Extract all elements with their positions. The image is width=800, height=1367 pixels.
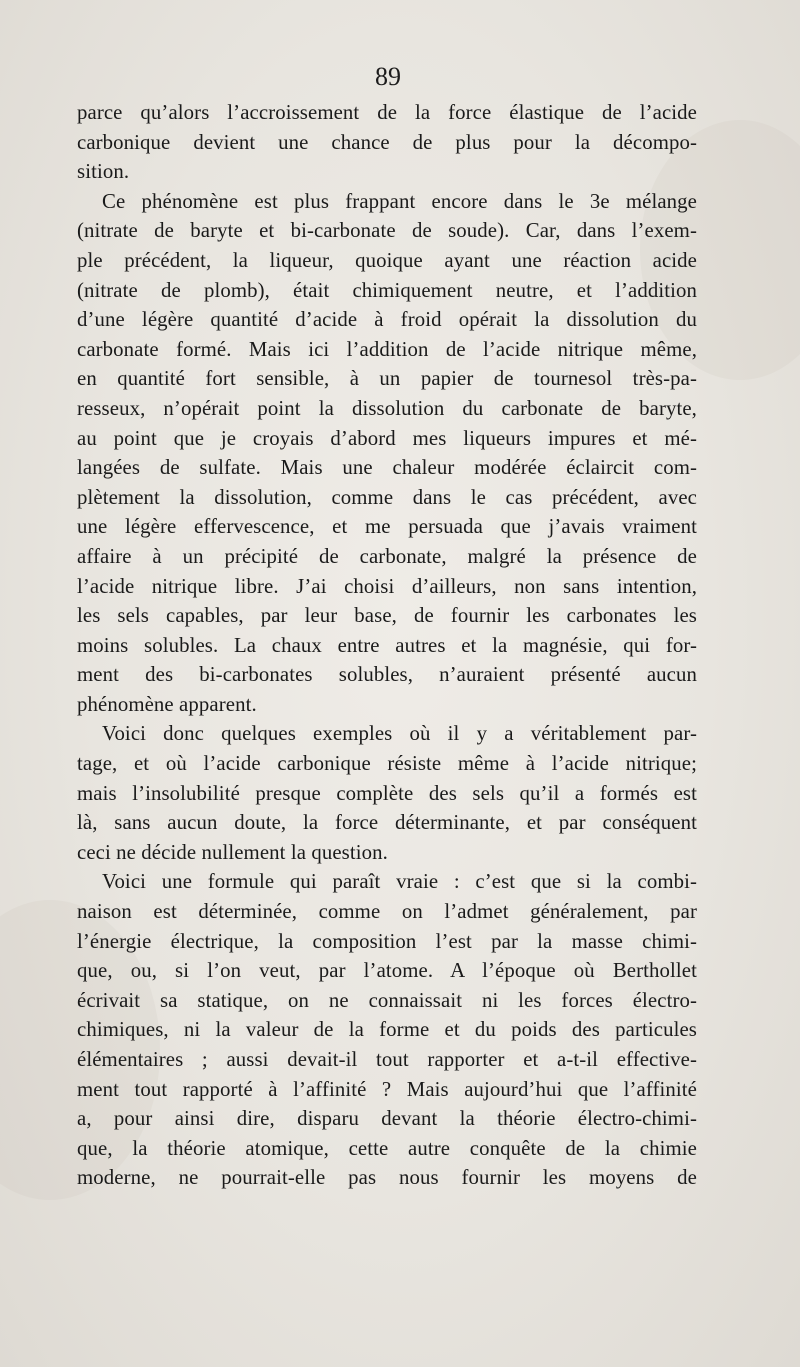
text-line: ment des bi-carbonates solubles, n’auraient présenté aucun [77,663,697,687]
text-line: (nitrate de plomb), était chimiquement neutre, et l’addition [77,278,697,302]
text-line: langées de sulfate. Mais une chaleur modérée éclaircit com- [77,456,697,480]
text-line: là, sans aucun doute, la force déterminante, et par conséquent [77,811,697,835]
text-line: que, ou, si l’on veut, par l’atome. A l’époque où Berthollet [77,959,697,983]
text-line: sition. [77,160,130,184]
text-line: ment tout rapporté à l’affinité ? Mais aujourd’hui que l’affinité [77,1077,697,1101]
text-line: Voici donc quelques exemples où il y a véritablement par- [102,722,697,746]
text-line: naison est déterminée, comme on l’admet généralement, par [77,900,697,924]
text-line: d’une légère quantité d’acide à froid opérait la dissolution du [77,308,697,332]
text-line: moins solubles. La chaux entre autres et la magnésie, qui for- [77,633,697,657]
text-line: a, pour ainsi dire, disparu devant la théorie électro-chimi- [77,1107,697,1131]
text-line: élémentaires ; aussi devait-il tout rapporter et a-t-il effective- [77,1048,697,1071]
body-text [77,98,697,1193]
text-line: parce qu’alors l’accroissement de la force élastique de l’acide [77,101,697,124]
text-line: Voici une formule qui paraît vraie : c’est que si la combi- [102,870,697,894]
text-line: ceci ne décide nullement la question. [77,840,388,864]
text-line: carbonique devient une chance de plus pour la décompo- [77,130,697,154]
text-line: une légère effervescence, et me persuada que j’avais vraiment [77,515,697,539]
text-line: que, la théorie atomique, cette autre conquête de la chimie [77,1136,697,1160]
text-line: tage, et où l’acide carbonique résiste même à l’acide nitrique; [77,752,697,776]
text-line: au point que je croyais d’abord mes liqueurs impures et mé- [77,426,697,450]
text-line: Ce phénomène est plus frappant encore dans le 3e mélange [102,189,697,213]
text-line: l’énergie électrique, la composition l’est par la masse chimi- [77,929,697,953]
text-line: moderne, ne pourrait-elle pas nous fournir les moyens de [77,1166,697,1190]
text-line: phénomène apparent. [77,692,257,716]
text-line: (nitrate de baryte et bi-carbonate de soude). Car, dans l’exem- [77,219,697,243]
text-line: resseux, n’opérait point la dissolution du carbonate de baryte, [77,396,697,420]
text-line: plètement la dissolution, comme dans le cas précédent, avec [77,485,697,509]
text-line: mais l’insolubilité presque complète des sels qu’il a formés est [77,781,697,805]
text-line: écrivait sa statique, on ne connaissait ni les forces électro- [77,988,697,1012]
text-line: en quantité fort sensible, à un papier de tournesol très-pa- [77,367,697,391]
text-line: chimiques, ni la valeur de la forme et du poids des particules [77,1018,697,1042]
text-line: carbonate formé. Mais ici l’addition de l’acide nitrique même, [77,337,697,361]
text-line: les sels capables, par leur base, de fournir les carbonates les [77,604,697,628]
text-line: l’acide nitrique libre. J’ai choisi d’ailleurs, non sans intention, [77,574,697,598]
text-line: affaire à un précipité de carbonate, malgré la présence de [77,544,697,568]
text-line: ple précédent, la liqueur, quoique ayant une réaction acide [77,248,697,272]
page-number: 89 [375,62,401,91]
